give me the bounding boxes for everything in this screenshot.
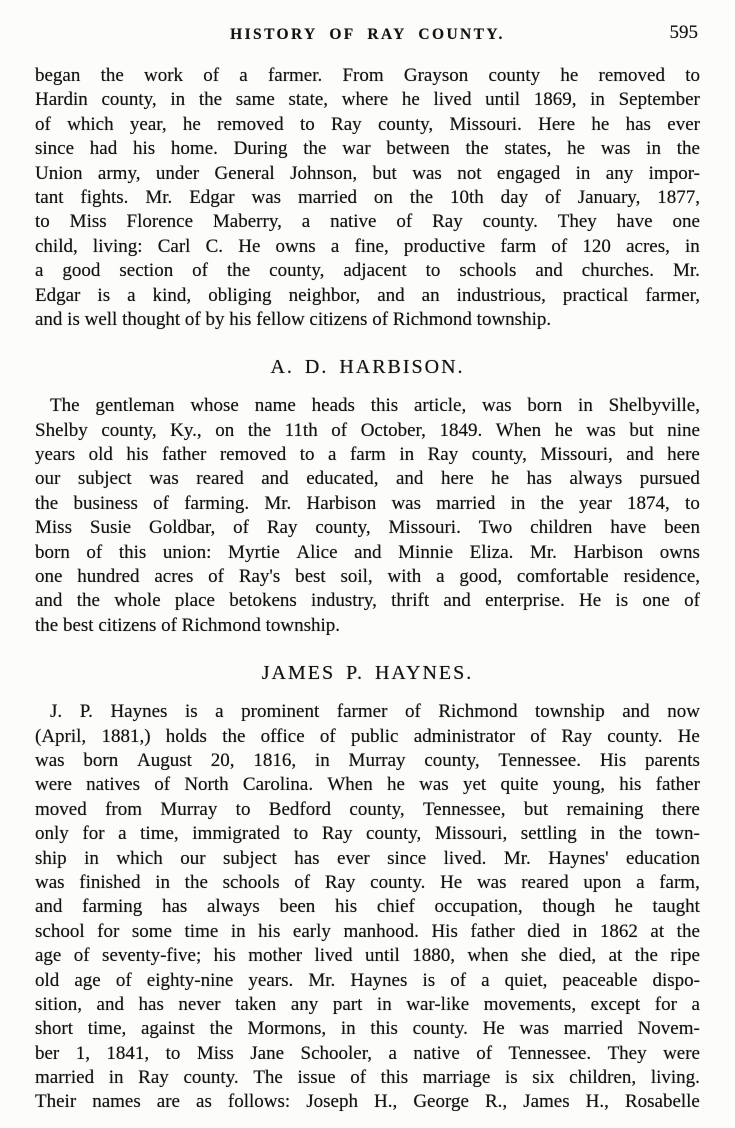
text-line: (April, 1881,) holds the office of public administrator of Ray county. He	[35, 725, 700, 747]
text-line: and is well thought of by his fellow citizens of Richmond township.	[35, 308, 552, 330]
text-line: school for some time in his early manhood. His father died in 1862 at the	[35, 920, 700, 942]
text-line: years old his father removed to a farm in Ray county, Missouri, and here	[35, 444, 700, 466]
text-line: short time, against the Mormons, in this county. He was married Novem-	[35, 1018, 700, 1040]
section	[35, 354, 700, 638]
text-line: a good section of the county, adjacent to schools and churches. Mr.	[35, 260, 700, 282]
text-line: Shelby county, Ky., on the 11th of October, 1849. When he was but nine	[35, 419, 700, 441]
paragraph	[35, 394, 700, 638]
text-line: The gentleman whose name heads this article, was born in Shelbyville,	[50, 395, 700, 417]
running-title: HISTORY OF RAY COUNTY.	[230, 26, 505, 43]
text-line: the business of farming. Mr. Harbison was married in the year 1874, to	[35, 492, 700, 514]
section-heading: A. D. HARBISON.	[270, 356, 465, 379]
paragraph	[35, 64, 700, 332]
text-line: old age of eighty-nine years. Mr. Haynes is of a quiet, peaceable dispo-	[35, 969, 700, 991]
text-line: Their names are as follows: Joseph H., George R., James H., Rosabelle	[35, 1091, 700, 1113]
text-line: our subject was reared and educated, and here he has always pursued	[35, 468, 700, 490]
text-line: began the work of a farmer. From Grayson county he removed to	[35, 65, 700, 86]
text-line: was born August 20, 1816, in Murray county, Tennessee. His parents	[35, 749, 700, 771]
paragraph	[35, 700, 700, 1115]
text-line: Edgar is a kind, obliging neighbor, and an industrious, practical farmer,	[35, 284, 700, 306]
text-line: ship in which our subject has ever since lived. Mr. Haynes' education	[35, 847, 700, 869]
text-line: age of seventy-five; his mother lived until 1880, when she died, at the ripe	[35, 945, 700, 967]
text-line: sition, and has never taken any part in war-like movements, except for a	[35, 993, 700, 1015]
text-line: tant fights. Mr. Edgar was married on the 10th day of January, 1877,	[35, 186, 700, 208]
text-line: and the whole place betokens industry, thrift and enterprise. He is one of	[35, 590, 700, 612]
text-line: the best citizens of Richmond township.	[35, 614, 341, 636]
section-heading: JAMES P. HAYNES.	[261, 662, 474, 685]
text-line: married in Ray county. The issue of this marriage is six children, living.	[35, 1067, 700, 1089]
section	[35, 64, 700, 332]
page-number: 595	[669, 22, 698, 43]
text-line: J. P. Haynes is a prominent farmer of Richmond township and now	[50, 701, 700, 723]
text-line: was finished in the schools of Ray county. He was reared upon a farm,	[35, 871, 700, 893]
text-line: child, living: Carl C. He owns a fine, productive farm of 120 acres, in	[35, 235, 700, 257]
text-line: since had his home. During the war between the states, he was in the	[35, 138, 700, 160]
text-line: were natives of North Carolina. When he was yet quite young, his father	[35, 774, 700, 796]
text-line: moved from Murray to Bedford county, Tennessee, but remaining there	[35, 798, 700, 820]
text-line: one hundred acres of Ray's best soil, with a good, comfortable residence,	[35, 566, 700, 588]
text-line: Union army, under General Johnson, but was not engaged in any impor-	[35, 162, 700, 184]
text-line: Miss Susie Goldbar, of Ray county, Missouri. Two children have been	[35, 517, 700, 539]
text-line: to Miss Florence Maberry, a native of Ray county. They have one	[35, 211, 700, 233]
page-content	[35, 64, 700, 1115]
text-line: only for a time, immigrated to Ray county, Missouri, settling in the town-	[35, 823, 700, 845]
page-header	[0, 0, 735, 50]
text-line: Hardin county, in the same state, where he lived until 1869, in September	[35, 89, 700, 111]
text-line: born of this union: Myrtie Alice and Minnie Eliza. Mr. Harbison owns	[35, 541, 700, 563]
text-line: ber 1, 1841, to Miss Jane Schooler, a native of Tennessee. They were	[35, 1042, 700, 1064]
section	[35, 660, 700, 1115]
text-line: of which year, he removed to Ray county, Missouri. Here he has ever	[35, 113, 700, 135]
text-line: and farming has always been his chief occupation, though he taught	[35, 896, 700, 918]
